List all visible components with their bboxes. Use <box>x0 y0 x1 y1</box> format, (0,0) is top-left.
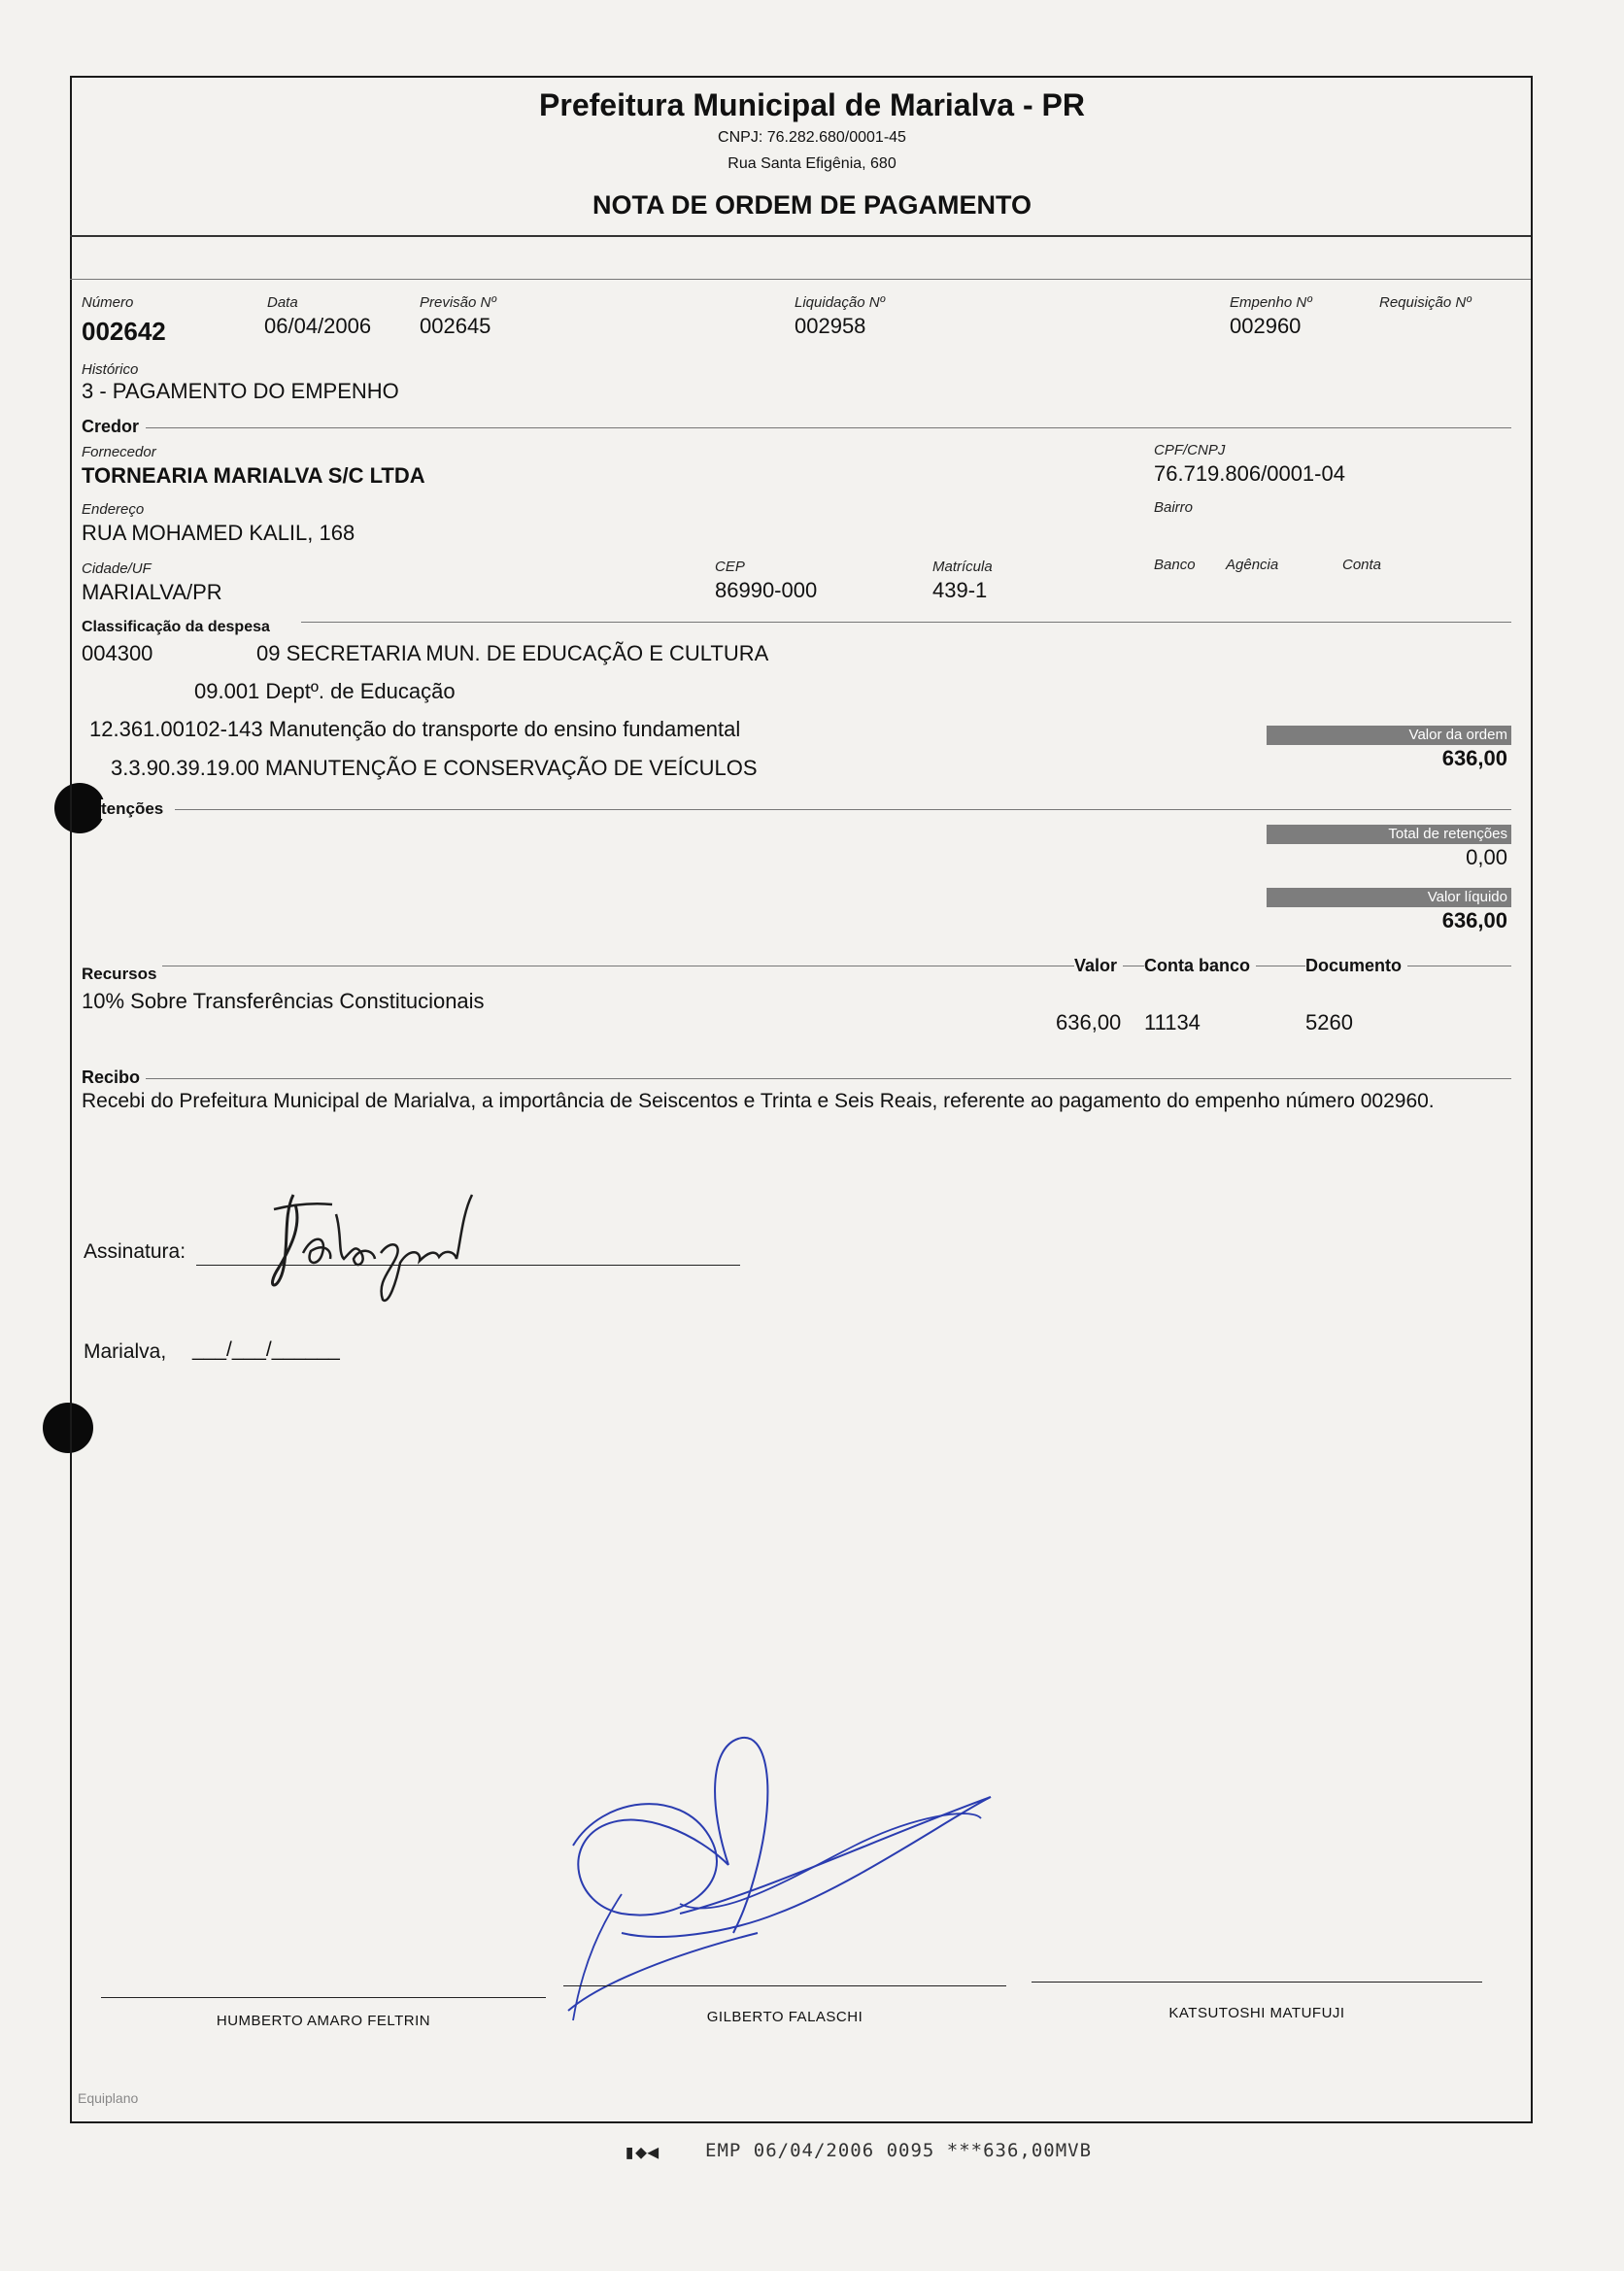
data-value: 06/04/2006 <box>264 314 372 338</box>
mechanical-stamp-icon: ▮◆◀ <box>624 2140 660 2163</box>
signatory-1-name: HUMBERTO AMARO FELTRIN <box>216 2013 431 2029</box>
previsao-label: Previsão Nº <box>420 294 496 311</box>
departamento-value: 09.001 Deptº. de Educação <box>194 679 456 703</box>
matricula-label: Matrícula <box>932 559 993 575</box>
recursos-valor-header: Valor <box>1074 956 1123 976</box>
previsao-value: 002645 <box>420 314 491 338</box>
signature-line-2 <box>563 1985 1006 1986</box>
total-retencoes-value: 0,00 <box>1466 845 1507 869</box>
fornecedor-label: Fornecedor <box>82 444 156 460</box>
liquidacao-value: 002958 <box>795 314 866 338</box>
credor-rule <box>146 427 1511 428</box>
handwritten-signature-recibo <box>254 1175 546 1311</box>
retencoes-rule <box>175 809 1511 810</box>
data-label: Data <box>267 294 298 311</box>
matricula-value: 439-1 <box>932 578 988 602</box>
header-divider <box>70 235 1531 237</box>
fornecedor-value: TORNEARIA MARIALVA S/C LTDA <box>82 463 425 488</box>
signature-line-1 <box>101 1997 546 1998</box>
agencia-label: Agência <box>1226 557 1279 573</box>
classificacao-section-title: Classificação da despesa <box>82 619 276 636</box>
recibo-rule <box>82 1078 1511 1079</box>
recursos-conta-banco: 11134 <box>1144 1010 1201 1034</box>
liquidacao-label: Liquidação Nº <box>795 294 886 311</box>
elemento-value: 3.3.90.39.19.00 MANUTENÇÃO E CONSERVAÇÃO DE VEÍCULOS <box>111 756 758 780</box>
cnpj-line: CNPJ: 76.282.680/0001-45 <box>718 129 906 146</box>
bairro-label: Bairro <box>1154 499 1194 516</box>
conta-label: Conta <box>1342 557 1382 573</box>
cpf-label: CPF/CNPJ <box>1154 442 1226 458</box>
total-retencoes-label: Total de retenções <box>1267 825 1511 844</box>
municipality-title: Prefeitura Municipal de Marialva - PR <box>539 87 1085 122</box>
requisicao-label: Requisição Nº <box>1379 294 1472 311</box>
programa-value: 12.361.00102-143 Manutenção do transporte do ensino fundamental <box>89 717 741 741</box>
recibo-text: Recebi do Prefeitura Municipal de Marialva, a importância de Seiscentos e Trinta e Seis Reais, referente ao pagamento do empenho número 002960. <box>82 1090 1435 1112</box>
recursos-documento-header: Documento <box>1305 956 1407 976</box>
cidade-label: Cidade/UF <box>82 560 152 577</box>
classificacao-code: 004300 <box>82 641 153 665</box>
signatory-3-name: KATSUTOSHI MATUFUJI <box>1168 2005 1345 2021</box>
blue-ink-signature <box>563 1729 1010 2040</box>
header-subdivider <box>70 279 1531 280</box>
endereco-label: Endereço <box>82 501 145 518</box>
recursos-section-title: Recursos <box>82 965 162 984</box>
banco-label: Banco <box>1154 557 1196 573</box>
assinatura-label: Assinatura: <box>84 1240 186 1263</box>
empenho-label: Empenho Nº <box>1230 294 1312 311</box>
valor-liquido-value: 636,00 <box>1441 908 1507 932</box>
recursos-descricao: 10% Sobre Transferências Constitucionais <box>82 989 485 1013</box>
local-data-blanks: ___/___/______ <box>192 1339 340 1361</box>
cep-value: 86990-000 <box>715 578 818 602</box>
mechanical-stamp: EMP 06/04/2006 0095 ***636,00MVB <box>705 2140 1093 2161</box>
cep-label: CEP <box>715 559 745 575</box>
numero-label: Número <box>82 294 134 311</box>
numero-value: 002642 <box>82 317 166 346</box>
classificacao-rule <box>301 622 1511 623</box>
empenho-value: 002960 <box>1230 314 1302 338</box>
signature-line-3 <box>1032 1982 1482 1983</box>
credor-section-title: Credor <box>82 417 145 437</box>
document-title: NOTA DE ORDEM DE PAGAMENTO <box>592 190 1032 220</box>
cidade-value: MARIALVA/PR <box>82 580 222 604</box>
recursos-conta-header: Conta banco <box>1144 956 1256 976</box>
signatory-2-name: GILBERTO FALASCHI <box>706 2009 863 2025</box>
cpf-value: 76.719.806/0001-04 <box>1154 461 1345 486</box>
recursos-valor: 636,00 <box>1056 1010 1122 1034</box>
valor-ordem-label: Valor da ordem <box>1267 726 1511 745</box>
local-data-label: Marialva, <box>84 1340 167 1363</box>
retencoes-section-title: tenções <box>101 799 169 819</box>
secretaria-value: 09 SECRETARIA MUN. DE EDUCAÇÃO E CULTURA <box>256 641 769 665</box>
recibo-section-title: Recibo <box>82 1068 146 1088</box>
software-credit: Equiplano <box>78 2090 139 2106</box>
endereco-value: RUA MOHAMED KALIL, 168 <box>82 521 355 545</box>
historico-label: Histórico <box>82 361 139 378</box>
valor-liquido-label: Valor líquido <box>1267 888 1511 907</box>
valor-ordem-value: 636,00 <box>1441 746 1507 770</box>
address-line: Rua Santa Efigênia, 680 <box>727 155 897 172</box>
historico-value: 3 - PAGAMENTO DO EMPENHO <box>82 379 399 403</box>
recursos-documento: 5260 <box>1305 1010 1353 1034</box>
